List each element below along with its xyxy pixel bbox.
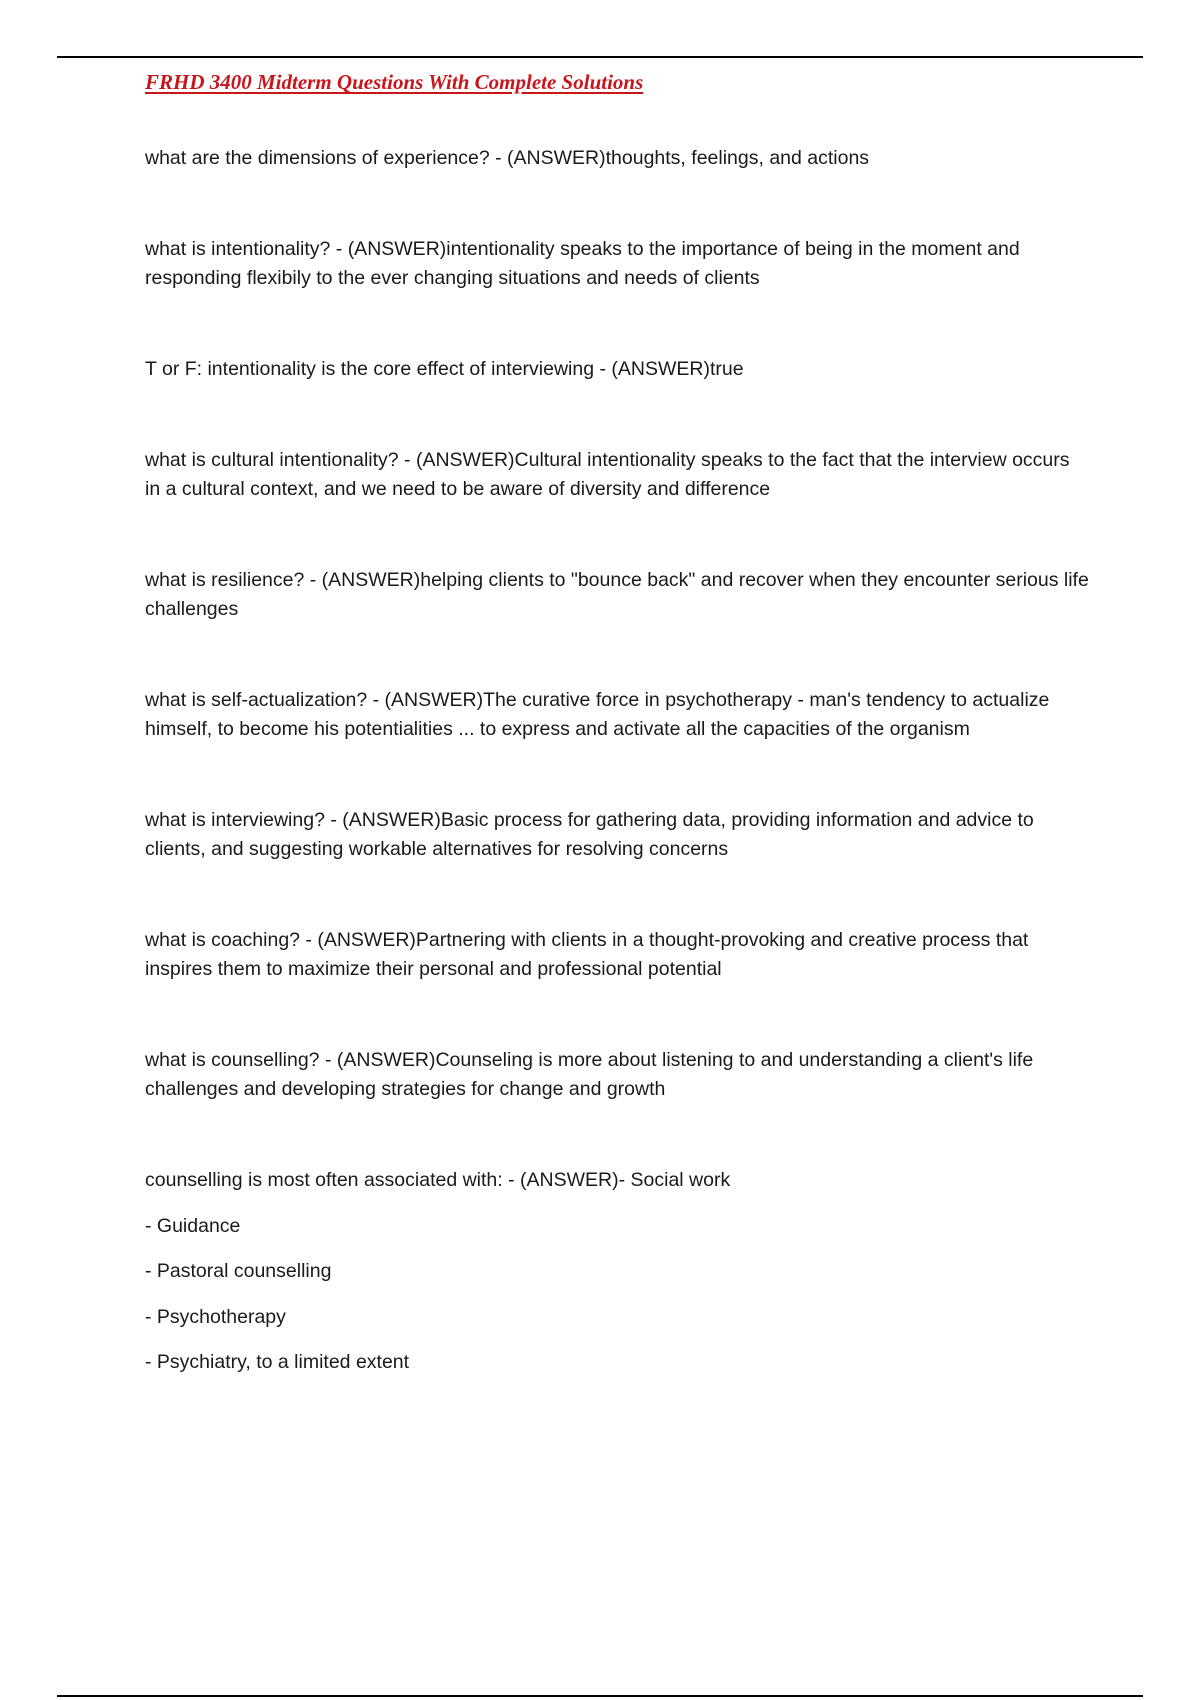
answer-text: intentionality speaks to the importance of being in the moment and responding flexibily to the ever changing situations and needs of clients — [145, 238, 1020, 289]
question-text: what is resilience? — [145, 569, 305, 591]
answer-separator: - (ANSWER) — [324, 809, 441, 831]
answer-text: Basic process for gathering data, providing information and advice to clients, and suggesting workable alternatives for resolving concerns — [145, 809, 1034, 860]
qa-item-coaching — [145, 926, 1090, 984]
answer-text: helping clients to "bounce back" and recover when they encounter serious life challenges — [145, 569, 1089, 620]
question-text: T or F: intentionality is the core effect of interviewing — [145, 358, 595, 380]
answer-separator: - (ANSWER) — [489, 147, 606, 169]
list-item: - Psychotherapy — [145, 1306, 286, 1328]
question-text: what is self-actualization? — [145, 689, 368, 711]
question-text: what is interviewing? — [145, 809, 325, 831]
answer-text: The curative force in psychotherapy - man's tendency to actualize himself, to become his potentialities ... to express and activate all the capacities of the organism — [145, 689, 1050, 740]
answer-separator: - (ANSWER) — [300, 929, 416, 951]
answer-separator: - (ANSWER) — [502, 1169, 619, 1191]
answer-separator: - (ANSWER) — [594, 358, 710, 380]
question-text: what is counselling? — [145, 1049, 320, 1071]
qa-item-dimensions-of-experience — [145, 144, 1090, 173]
question-text: counselling is most often associated with: — [145, 1169, 503, 1191]
qa-item-resilience — [145, 566, 1090, 624]
top-rule — [57, 56, 1143, 58]
list-item: - Psychiatry, to a limited extent — [145, 1351, 410, 1373]
bottom-rule — [57, 1695, 1143, 1697]
answer-separator: - (ANSWER) — [398, 449, 515, 471]
qa-item-interviewing — [145, 806, 1090, 864]
list-item: - Guidance — [145, 1215, 241, 1237]
answer-separator: - (ANSWER) — [319, 1049, 436, 1071]
answer-separator: - (ANSWER) — [304, 569, 421, 591]
answer-separator: - (ANSWER) — [330, 238, 447, 260]
question-text: what is coaching? — [145, 929, 301, 951]
qa-item-self-actualization — [145, 686, 1090, 744]
answer-text: Partnering with clients in a thought-provoking and creative process that inspires them to maximize their personal and professional potential — [145, 929, 1029, 980]
list-item: - Pastoral counselling — [145, 1260, 332, 1282]
qa-item-intentionality — [145, 235, 1090, 293]
qa-item-counselling-associations — [145, 1166, 1090, 1195]
answer-text: Cultural intentionality speaks to the fact that the interview occurs in a cultural context, and we need to be aware of diversity and difference — [145, 449, 1070, 500]
answer-text: Counseling is more about listening to and understanding a client's life challenges and developing strategies for change and growth — [145, 1049, 1034, 1100]
qa-item-cultural-intentionality — [145, 446, 1090, 504]
document-title: FRHD 3400 Midterm Questions With Complete Solutions — [145, 70, 644, 94]
answer-text: thoughts, feelings, and actions — [605, 147, 870, 169]
qa-item-counselling — [145, 1046, 1090, 1104]
answer-text: - Social work — [618, 1169, 731, 1191]
question-text: what is cultural intentionality? — [145, 449, 399, 471]
question-text: what are the dimensions of experience? — [145, 147, 490, 169]
answer-separator: - (ANSWER) — [367, 689, 484, 711]
question-text: what is intentionality? — [145, 238, 331, 260]
answer-text: true — [710, 358, 744, 380]
qa-item-true-or-false — [145, 355, 1090, 384]
